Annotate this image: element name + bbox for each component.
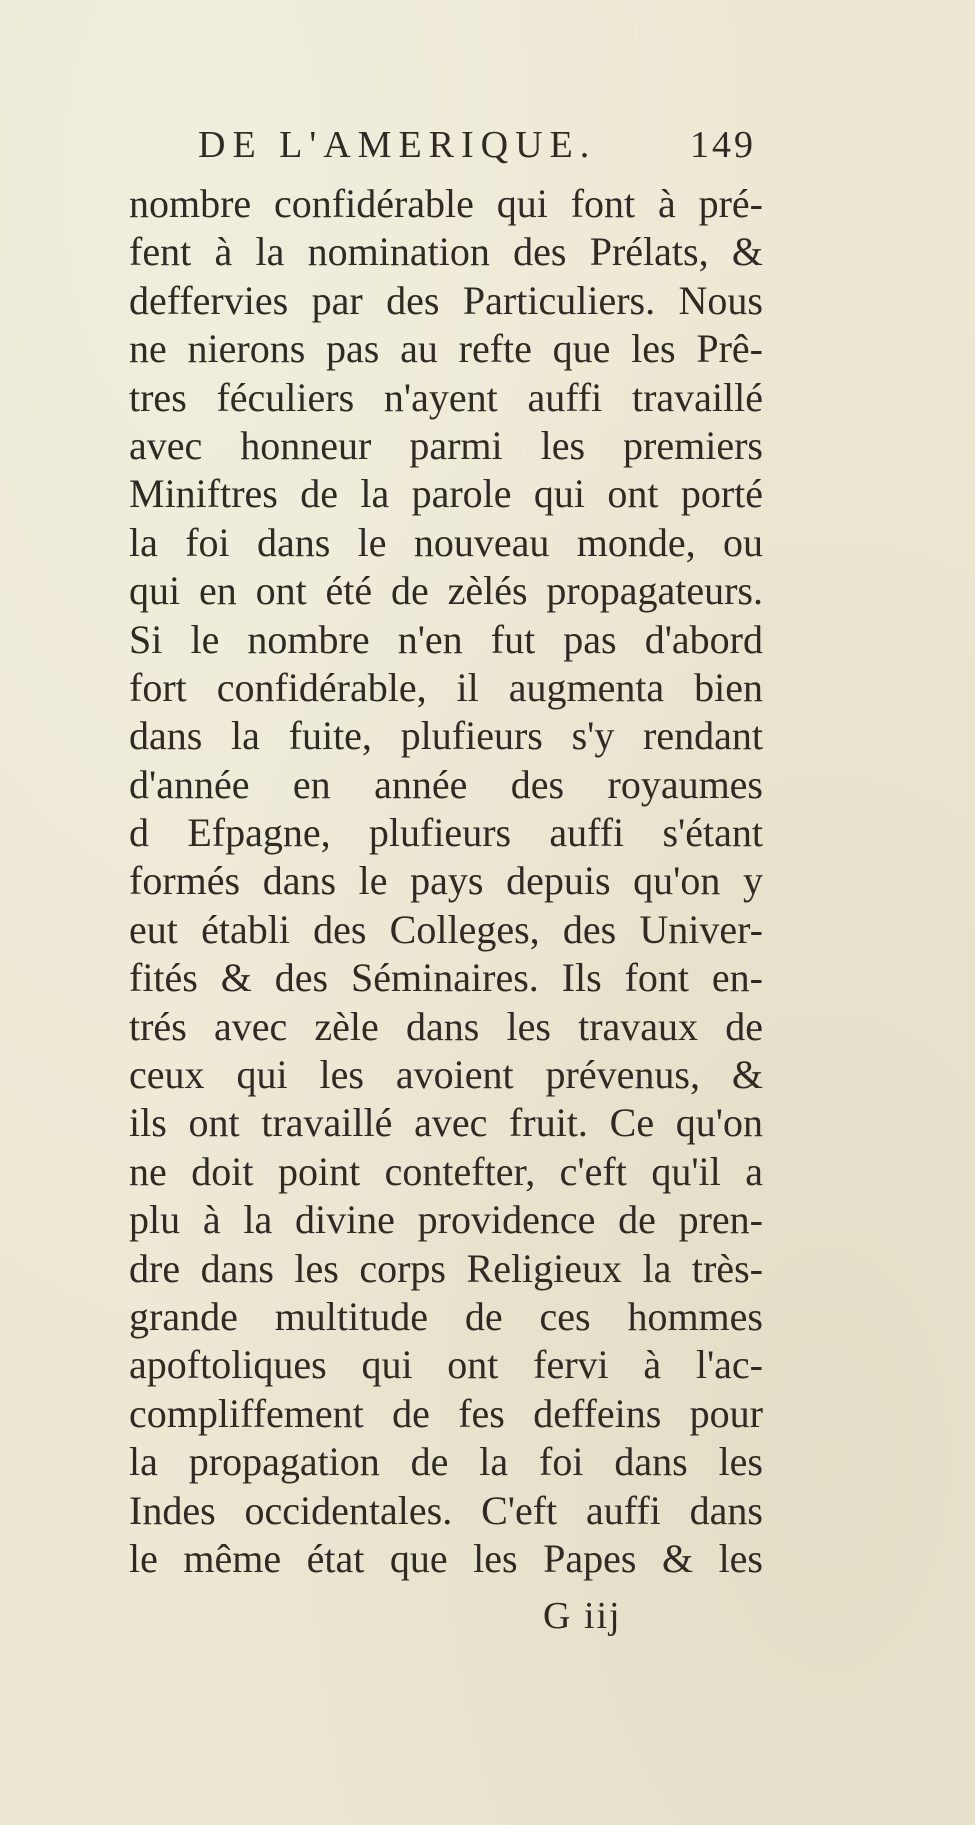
- text-line: la foi dans le nouveau monde, ou: [129, 519, 763, 565]
- text-line: trés avec zèle dans les travaux de: [129, 1003, 763, 1049]
- text-line: Indes occidentales. C'eft auffi dans: [129, 1487, 763, 1533]
- text-line: plu à la divine providence de pren-: [129, 1197, 763, 1243]
- text-line: ils ont travaillé avec fruit. Ce qu'on: [129, 1100, 763, 1146]
- text-line: ne nierons pas au refte que les Prê-: [129, 326, 763, 372]
- running-head-title: DE L'AMERIQUE.: [198, 124, 597, 166]
- text-line: Si le nombre n'en fut pas d'abord: [129, 616, 763, 662]
- text-line: ne doit point contefter, c'eft qu'il a: [129, 1148, 763, 1194]
- text-line: nombre confidérable qui font à pré-: [129, 181, 763, 226]
- page-number: 149: [690, 124, 756, 166]
- text-line: la propagation de la foi dans les: [129, 1439, 763, 1485]
- text-line: fort confidérable, il augmenta bien: [129, 664, 763, 710]
- text-line: fités & des Séminaires. Ils font en-: [129, 955, 763, 1001]
- body-text: [129, 180, 763, 1583]
- text-line: fent à la nomination des Prélats, &: [129, 229, 763, 275]
- text-line: Miniftres de la parole qui ont porté: [129, 471, 763, 517]
- text-line: qui en ont été de zèlés propagateurs.: [129, 568, 763, 614]
- text-line: dans la fuite, plufieurs s'y rendant: [129, 713, 763, 759]
- running-head: [198, 118, 756, 172]
- text-line: dre dans les corps Religieux la très-: [129, 1245, 763, 1291]
- text-line: le même état que les Papes & les: [129, 1535, 763, 1581]
- text-line: avec honneur parmi les premiers: [129, 422, 763, 468]
- text-line: tres féculiers n'ayent auffi travaillé: [129, 374, 763, 420]
- text-line: d Efpagne, plufieurs auffi s'étant: [129, 810, 763, 856]
- text-line: d'année en année des royaumes: [129, 761, 763, 807]
- text-line: compliffement de fes deffeins pour: [129, 1390, 763, 1436]
- text-line: grande multitude de ces hommes: [129, 1293, 763, 1339]
- text-line: deffervies par des Particuliers. Nous: [129, 277, 763, 323]
- text-line: formés dans le pays depuis qu'on y: [129, 858, 763, 904]
- text-line: ceux qui les avoient prévenus, &: [129, 1052, 763, 1098]
- signature-mark: G iij: [543, 1595, 622, 1637]
- text-line: apoftoliques qui ont fervi à l'ac-: [129, 1342, 763, 1388]
- text-line: eut établi des Colleges, des Univer-: [129, 906, 763, 952]
